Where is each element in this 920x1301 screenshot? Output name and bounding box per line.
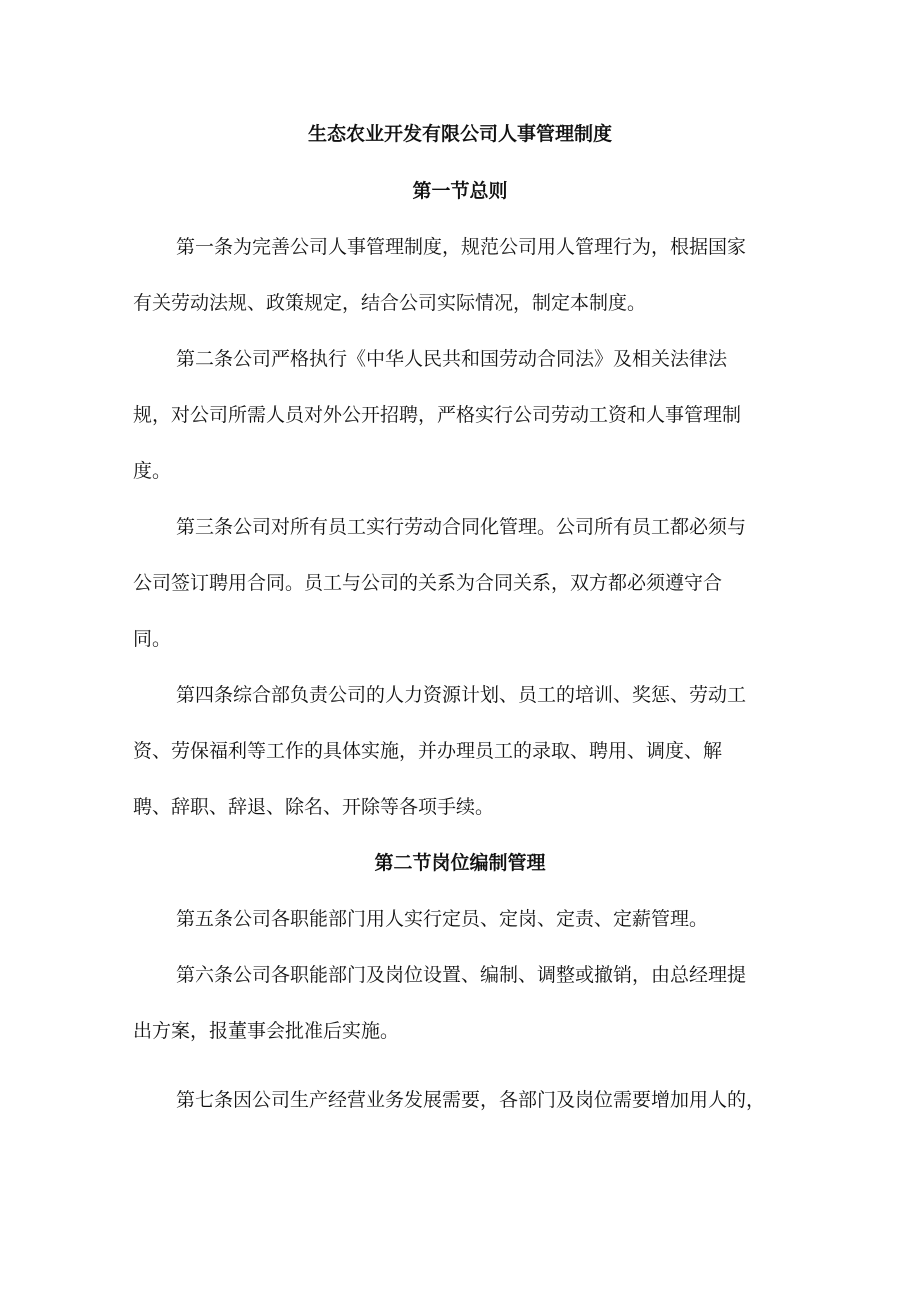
article-1-line-2: 有关劳动法规、政策规定，结合公司实际情况，制定本制度。	[133, 292, 647, 314]
article-3-line-1: 第三条公司对所有员工实行劳动合同化管理。公司所有员工都必须与	[176, 516, 747, 538]
section-heading-1: 第一节总则	[412, 180, 508, 202]
article-4-line-3: 聘、辞职、辞退、除名、开除等各项手续。	[133, 796, 495, 818]
article-4-line-2: 资、劳保福利等工作的具体实施，并办理员工的录取、聘用、调度、解	[133, 740, 723, 762]
article-4-line-1: 第四条综合部负责公司的人力资源计划、员工的培训、奖惩、劳动工	[176, 684, 747, 706]
article-5-line-1: 第五条公司各职能部门用人实行定员、定岗、定责、定薪管理。	[176, 908, 709, 930]
article-1-line-1: 第一条为完善公司人事管理制度，规范公司用人管理行为，根据国家	[176, 236, 747, 258]
article-3-line-3: 同。	[133, 628, 172, 650]
section-heading-2: 第二节岗位编制管理	[374, 852, 546, 874]
article-2-line-3: 度。	[133, 460, 172, 482]
article-2-line-2: 规，对公司所需人员对外公开招聘，严格实行公司劳动工资和人事管理制	[133, 404, 742, 426]
article-7-line-1: 第七条因公司生产经营业务发展需要，各部门及岗位需要增加用人的，	[176, 1089, 766, 1111]
article-2-line-1: 第二条公司严格执行《中华人民共和国劳动合同法》及相关法律法	[176, 348, 728, 370]
article-6-line-2: 出方案，报董事会批准后实施。	[133, 1020, 400, 1042]
document-title: 生态农业开发有限公司人事管理制度	[307, 123, 612, 145]
article-3-line-2: 公司签订聘用合同。员工与公司的关系为合同关系，双方都必须遵守合	[133, 572, 723, 594]
article-6-line-1: 第六条公司各职能部门及岗位设置、编制、调整或撤销，由总经理提	[176, 964, 747, 986]
